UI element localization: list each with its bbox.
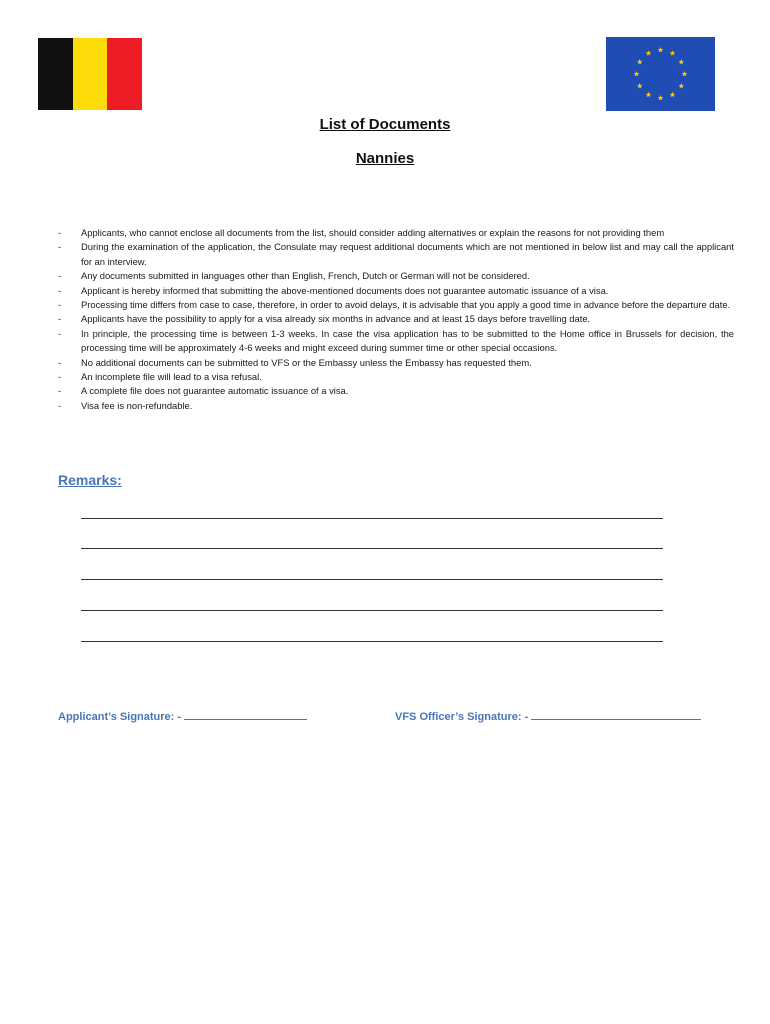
note-text: During the examination of the application, the Consulate may request additional documents which are not mentioned in below list and may call the applicant for an interview.: [81, 241, 734, 267]
belgium-flag: [38, 38, 142, 110]
note-item: [58, 269, 734, 283]
note-item: [58, 284, 734, 298]
remarks-line[interactable]: [81, 518, 663, 519]
eu-stars-icon: [606, 37, 715, 111]
note-item: [58, 399, 734, 413]
bullet-dash: -: [58, 227, 62, 238]
bullet-dash: -: [58, 284, 62, 296]
flag-stripe-black: [38, 38, 73, 110]
remarks-line[interactable]: [81, 641, 663, 642]
star-icon: [678, 83, 684, 88]
bullet-dash: -: [58, 241, 62, 253]
star-icon: [646, 92, 652, 97]
document-subtitle: Nannies: [355, 150, 415, 167]
officer-signature-field[interactable]: [531, 718, 701, 720]
remarks-line[interactable]: [81, 548, 663, 549]
note-text: Any documents submitted in languages other than English, French, Dutch or German will not be considered.: [81, 270, 530, 282]
officer-signature: [395, 711, 701, 723]
star-icon: [646, 50, 652, 55]
note-text: In principle, the processing time is between 1-3 weeks. In case the visa application has to be submitted to the Home office in Brussels for decision, the processing time will be approximately 4-6 weeks and might exceed during summer time or other special occasions.: [81, 327, 734, 354]
bullet-dash: -: [58, 327, 62, 339]
applicant-signature: [58, 711, 307, 723]
bullet-dash: -: [58, 356, 62, 368]
bullet-dash: -: [58, 371, 62, 383]
applicant-signature-field[interactable]: [184, 718, 307, 720]
officer-signature-label: VFS Officer’s Signature: -: [395, 711, 529, 723]
note-text: Processing time differs from case to case, therefore, in order to avoid delays, it is advisable that you apply a good time in advance before the departure date.: [81, 299, 731, 311]
note-text: No additional documents can be submitted to VFS or the Embassy unless the Embassy has requested them.: [81, 356, 532, 368]
notes-list: [58, 226, 734, 413]
star-icon: [637, 59, 643, 64]
star-icon: [670, 50, 676, 55]
star-icon: [670, 92, 676, 97]
note-item: [58, 298, 734, 312]
note-text: Applicants have the possibility to apply for a visa already six months in advance and at least 15 days before travelling date.: [81, 313, 591, 325]
eu-flag: [606, 37, 715, 111]
note-text: Applicant is hereby informed that submitting the above-mentioned documents does not guarantee automatic issuance of a visa.: [81, 284, 609, 296]
star-icon: [678, 59, 684, 64]
note-item: [58, 370, 734, 384]
bullet-dash: -: [58, 313, 62, 325]
bullet-dash: -: [58, 385, 62, 397]
note-item: [58, 312, 734, 326]
remarks-line[interactable]: [81, 610, 663, 611]
note-item: [58, 356, 734, 370]
document-title: List of Documents: [319, 116, 451, 133]
bullet-dash: -: [58, 399, 62, 411]
note-text: Visa fee is non-refundable.: [81, 399, 193, 411]
star-icon: [682, 71, 688, 76]
note-text: Applicants, who cannot enclose all documents from the list, should consider adding alternatives or explain the reasons for not providing them: [81, 227, 665, 238]
remarks-heading: Remarks:: [58, 472, 122, 488]
bullet-dash: -: [58, 270, 62, 282]
note-item: [58, 327, 734, 356]
star-icon: [637, 83, 643, 88]
flag-stripe-red: [107, 38, 142, 110]
note-text: An incomplete file will lead to a visa refusal.: [81, 371, 262, 383]
applicant-signature-label: Applicant’s Signature: -: [58, 711, 182, 723]
flag-stripe-yellow: [73, 38, 108, 110]
star-icon: [634, 71, 640, 76]
note-item: [58, 226, 734, 240]
star-icon: [658, 95, 664, 100]
bullet-dash: -: [58, 299, 62, 311]
star-icon: [658, 47, 664, 52]
remarks-line[interactable]: [81, 579, 663, 580]
note-item: [58, 240, 734, 269]
note-item: [58, 384, 734, 398]
note-text: A complete file does not guarantee automatic issuance of a visa.: [81, 385, 349, 397]
